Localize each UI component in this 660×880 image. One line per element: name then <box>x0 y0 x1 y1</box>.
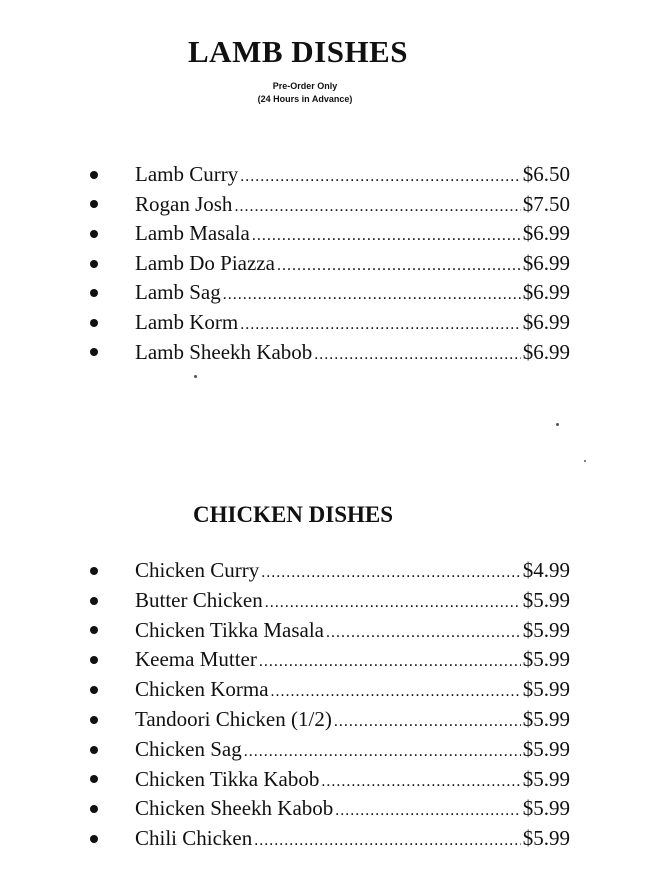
bullet-icon <box>90 230 98 238</box>
dish-name: Chicken Sag <box>135 736 242 761</box>
bullet-icon <box>90 746 98 754</box>
dish-price: $6.50 <box>522 162 570 186</box>
dot-leader <box>252 221 521 251</box>
dot-leader <box>271 677 521 707</box>
dot-leader <box>261 558 521 588</box>
menu-item <box>0 308 660 338</box>
dish-price: $6.99 <box>522 339 570 364</box>
dish-price: $4.99 <box>522 558 570 582</box>
bullet-icon <box>90 686 98 694</box>
menu-item <box>0 824 660 854</box>
dish-price: $5.99 <box>522 826 570 851</box>
menu-item <box>0 249 660 279</box>
dish-price: $7.50 <box>522 191 570 216</box>
menu-item <box>0 338 660 368</box>
menu-item <box>0 675 660 705</box>
chicken-dish-list <box>0 556 660 854</box>
dish-name: Lamb Masala <box>135 221 250 246</box>
dish-name: Rogan Josh <box>135 191 233 216</box>
dot-leader <box>277 251 521 281</box>
dish-name: Lamb Korm <box>135 309 239 334</box>
dot-leader <box>254 826 521 856</box>
dish-price: $5.99 <box>522 706 570 731</box>
dish-name: Lamb Curry <box>135 162 239 186</box>
menu-item <box>0 586 660 616</box>
menu-item <box>0 190 660 220</box>
advance-notice-note: (24 Hours in Advance) <box>257 94 353 104</box>
dot-leader <box>259 647 521 677</box>
bullet-icon <box>90 716 98 724</box>
dot-leader <box>223 280 521 310</box>
bullet-icon <box>90 626 98 634</box>
menu-item <box>0 278 660 308</box>
dot-leader <box>335 796 520 826</box>
dot-leader <box>240 162 521 192</box>
bullet-icon <box>90 597 98 605</box>
pre-order-note: Pre-Order Only <box>272 81 338 91</box>
dish-name: Lamb Sheekh Kabob <box>135 339 313 364</box>
scan-speck <box>556 423 559 426</box>
bullet-icon <box>90 319 98 327</box>
dish-name: Chicken Sheekh Kabob <box>135 796 334 821</box>
bullet-icon <box>90 775 98 783</box>
menu-item <box>0 765 660 795</box>
bullet-icon <box>90 348 98 356</box>
dish-price: $6.99 <box>522 250 570 275</box>
dish-name: Chicken Tikka Kabob <box>135 766 320 791</box>
menu-item <box>0 616 660 646</box>
dish-price: $5.99 <box>522 617 570 642</box>
menu-item <box>0 556 660 586</box>
dot-leader <box>265 588 521 618</box>
dish-name: Butter Chicken <box>135 587 263 612</box>
dish-price: $5.99 <box>522 587 570 612</box>
bullet-icon <box>90 171 98 179</box>
dish-price: $5.99 <box>522 796 570 821</box>
dish-name: Lamb Sag <box>135 280 221 305</box>
lamb-section-title: LAMB DISHES <box>188 34 408 69</box>
menu-item <box>0 735 660 765</box>
scan-speck <box>584 460 586 462</box>
chicken-section-title: CHICKEN DISHES <box>193 502 394 527</box>
dish-name: Chicken Curry <box>135 558 260 582</box>
dish-price: $6.99 <box>522 309 570 334</box>
bullet-icon <box>90 835 98 843</box>
dish-price: $5.99 <box>522 647 570 672</box>
bullet-icon <box>90 260 98 268</box>
dot-leader <box>234 192 520 222</box>
dot-leader <box>326 618 521 648</box>
dish-price: $5.99 <box>522 677 570 702</box>
dish-name: Chili Chicken <box>135 826 253 851</box>
bullet-icon <box>90 805 98 813</box>
dish-price: $6.99 <box>522 221 570 246</box>
menu-item <box>0 705 660 735</box>
bullet-icon <box>90 656 98 664</box>
dish-name: Keema Mutter <box>135 647 257 672</box>
bullet-icon <box>90 567 98 575</box>
dot-leader <box>321 767 520 797</box>
dot-leader <box>334 707 521 737</box>
dish-price: $5.99 <box>522 766 570 791</box>
dish-name: Tandoori Chicken (1/2) <box>135 706 332 731</box>
dish-price: $5.99 <box>522 736 570 761</box>
dot-leader <box>314 340 520 370</box>
dish-price: $6.99 <box>522 280 570 305</box>
dish-name: Lamb Do Piazza <box>135 250 275 275</box>
menu-item <box>0 645 660 675</box>
menu-item <box>0 219 660 249</box>
scan-speck <box>194 375 197 378</box>
menu-item <box>0 794 660 824</box>
dish-name: Chicken Korma <box>135 677 269 702</box>
dot-leader <box>244 737 521 767</box>
lamb-dish-list <box>0 160 660 367</box>
dish-name: Chicken Tikka Masala <box>135 617 324 642</box>
menu-item <box>0 160 660 190</box>
bullet-icon <box>90 200 98 208</box>
bullet-icon <box>90 289 98 297</box>
dot-leader <box>240 310 521 340</box>
